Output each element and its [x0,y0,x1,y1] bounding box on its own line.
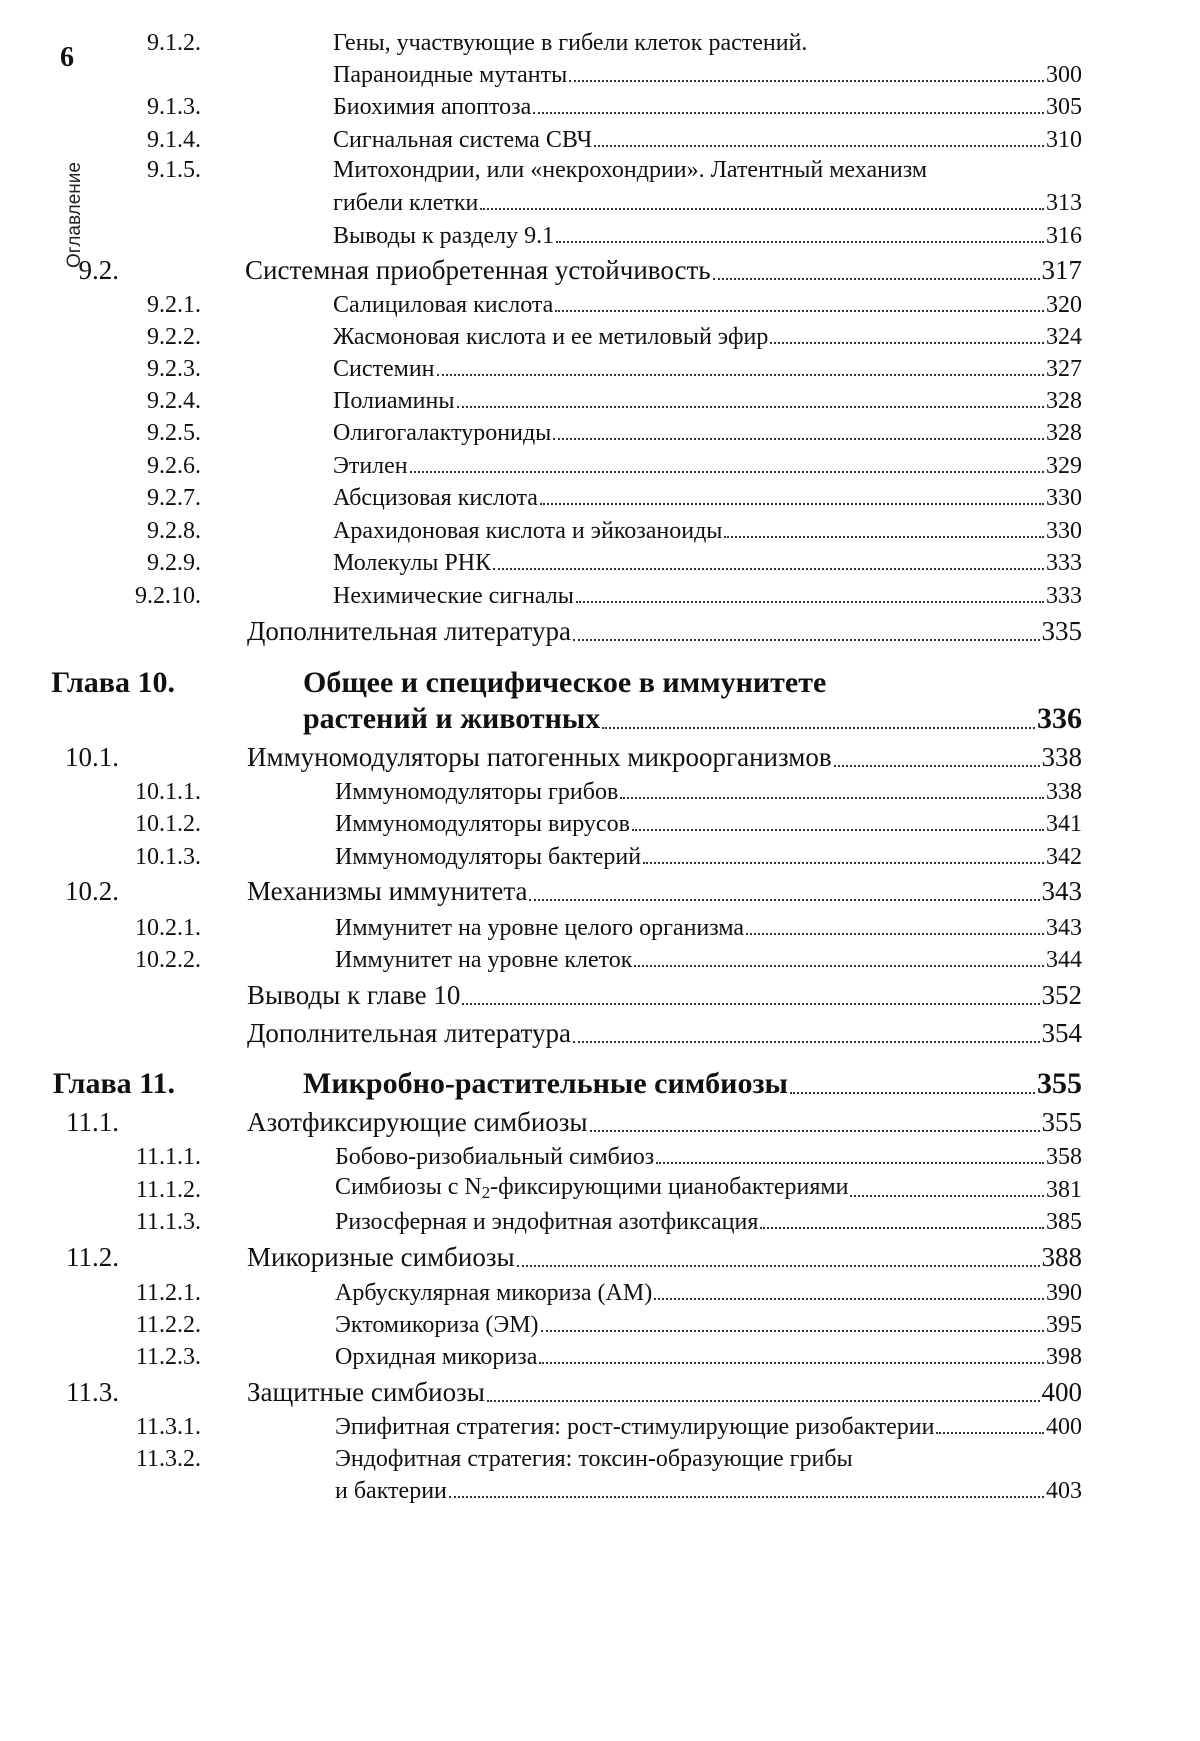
toc-entry-title-subscript: 2 [481,1183,491,1203]
toc-leader-dots [850,1195,1044,1197]
toc-entry-number: 10.1.3. [135,843,201,870]
toc-leader-dots [760,1227,1044,1229]
toc-entry-title: и бактерии [335,1477,447,1504]
toc-entry[interactable] [0,1302,1082,1338]
toc-entry-page: 335 [1041,616,1082,647]
toc-entry-title: Арахидоновая кислота и эйкозаноиды [333,517,723,544]
toc-entry-number: 9.2.5. [147,419,201,446]
toc-entry-page: 330 [1046,484,1082,511]
toc-leader-dots [437,374,1044,376]
toc-entry-title: Бобово-ризобиальный симбиоз [335,1143,655,1170]
toc-entry-page: 320 [1046,291,1082,318]
toc-leader-dots [573,639,1040,641]
toc-entry-title: Жасмоновая кислота и ее метиловый эфир [333,323,769,350]
toc-entry-page: 398 [1046,1343,1082,1370]
toc-entry-title: Механизмы иммунитета [247,876,528,907]
toc-entry-title-line1: Эндофитная стратегия: токсин-образующие грибы [335,1445,853,1472]
toc-entry-title: Биохимия апоптоза [333,93,532,120]
toc-entry-number: 11.2.3. [135,1343,201,1370]
toc-entry-number: 11.2.2. [135,1311,201,1338]
toc-leader-dots [746,933,1044,935]
toc-entry-number: 9.2.2. [147,323,201,350]
toc-leader-dots [556,241,1044,243]
toc-entry-number: 9.1.4. [147,126,201,153]
toc-leader-dots [724,536,1044,538]
toc-entry[interactable] [0,180,1082,216]
toc-entry-title: Иммуномодуляторы бактерий [335,843,642,870]
toc-entry[interactable] [0,1199,1082,1235]
toc-leader-dots [713,278,1040,280]
toc-entry-number: 9.2.10. [135,582,201,609]
toc-entry-page: 388 [1041,1242,1082,1273]
toc-entry-page: 358 [1046,1143,1082,1170]
toc-entry[interactable] [0,410,1082,446]
toc-entry-page: 316 [1046,222,1082,249]
toc-entry-number: 9.2.1. [147,291,201,318]
toc-entry-page: 305 [1046,93,1082,120]
toc-entry-title: Азотфиксирующие симбиозы [247,1107,588,1138]
toc-entry-title: Салициловая кислота [333,291,554,318]
toc-entry-title: Молекулы РНК [333,549,492,576]
toc-entry-title: Параноидные мутанты [333,61,568,88]
toc-entry-page: 324 [1046,323,1082,350]
running-head-text: Оглавление [64,162,85,268]
toc-entry-page: 333 [1046,549,1082,576]
toc-entry[interactable] [0,443,1082,479]
toc-leader-dots [541,1330,1044,1332]
toc-entry-title: Абсцизовая кислота [333,484,538,511]
toc-entry-title: Микоризные симбиозы [247,1242,515,1273]
toc-leader-dots [449,1496,1044,1498]
toc-entry[interactable] [0,871,1082,907]
toc-entry-page: 329 [1046,452,1082,479]
toc-leader-dots [634,965,1044,967]
toc-entry-page: 400 [1041,1377,1082,1408]
toc-entry-number: 11.1. [66,1107,119,1138]
toc-entry[interactable] [0,573,1082,609]
toc-leader-dots [654,1298,1044,1300]
toc-entry-number: 9.1.5. [147,156,201,183]
toc-entry[interactable] [0,540,1082,576]
toc-leader-dots [936,1432,1044,1434]
toc-entry-title: Иммунитет на уровне клеток [335,946,633,973]
toc-leader-dots [487,1400,1040,1402]
toc-entry-title: Ризосферная и эндофитная азотфиксация [335,1208,759,1235]
toc-entry[interactable] [0,213,1082,249]
toc-entry-number: 9.2.6. [147,452,201,479]
toc-entry[interactable] [0,801,1082,837]
toc-entry-page: 344 [1046,946,1082,973]
toc-entry-title: Дополнительная литература [247,1018,571,1049]
toc-leader-dots [540,503,1044,505]
toc-entry-title: Орхидная микориза [335,1343,538,1370]
toc-entry-title: Выводы к главе 10 [247,980,461,1011]
toc-entry-title: гибели клетки [333,189,479,216]
toc-leader-dots [529,899,1039,901]
toc-entry[interactable] [0,1372,1082,1408]
toc-entry-number: 9.2.9. [147,549,201,576]
toc-entry-page: 343 [1046,914,1082,941]
toc-entry-number: 9.2.8. [147,517,201,544]
toc-leader-dots [569,80,1044,82]
toc-entry-number: 11.1.2. [135,1176,201,1203]
toc-entry-page: 381 [1046,1176,1082,1203]
toc-entry-number: 10.2. [65,876,119,907]
toc-entry-page: 330 [1046,517,1082,544]
toc-entry-page: 327 [1046,355,1082,382]
toc-entry-title-part: -фиксирующими цианобактериями [490,1174,849,1201]
toc-entry-page: 385 [1046,1208,1082,1235]
toc-entry-title: Эпифитная стратегия: рост-стимулирующие ризобактерии [335,1413,935,1440]
toc-entry-number: 9.1.3. [147,93,201,120]
toc-entry-page: 400 [1046,1413,1082,1440]
toc-leader-dots [834,765,1040,767]
toc-entry-number: 11.1.1. [135,1143,201,1170]
toc-leader-dots [462,1003,1039,1005]
toc-entry-page: 336 [1037,702,1082,735]
toc-entry-page: 342 [1046,843,1082,870]
toc-leader-dots [576,601,1044,603]
toc-leader-dots [553,438,1044,440]
toc-entry[interactable] [0,84,1082,120]
toc-entry-title: Олигогалактурониды [333,419,552,446]
toc-entry-first-line[interactable] [0,1436,1082,1472]
toc-entry[interactable] [0,282,1082,318]
toc-entry-title: Иммунитет на уровне целого организма [335,914,745,941]
toc-entry[interactable] [0,1270,1082,1306]
toc-entry-page: 355 [1041,1107,1082,1138]
toc-entry[interactable] [0,52,1082,88]
toc-entry-number: 11.1.3. [135,1208,201,1235]
toc-leader-dots [643,862,1044,864]
toc-leader-dots [533,112,1044,114]
toc-entry-title: Иммуномодуляторы грибов [335,778,619,805]
toc-entry-title-line1: Общее и специфическое в иммунитете [303,666,827,699]
toc-entry[interactable] [0,378,1082,414]
toc-entry-title: Сигнальная система СВЧ [333,126,593,153]
toc-entry-page: 333 [1046,582,1082,609]
toc-leader-dots [656,1162,1044,1164]
toc-leader-dots [555,310,1044,312]
toc-leader-dots [573,1041,1040,1043]
toc-entry-title: растений и животных [303,702,601,735]
toc-entry[interactable] [0,975,1082,1011]
page-number: 6 [60,42,74,73]
toc-entry-number: 10.1. [65,742,119,773]
toc-entry-title: Микробно-растительные симбиозы [303,1067,788,1100]
toc-entry-number: 9.2.4. [147,387,201,414]
toc-leader-dots [602,727,1035,729]
toc-leader-dots [590,1130,1040,1132]
toc-entry[interactable] [0,905,1082,941]
toc-entry[interactable] [0,834,1082,870]
toc-entry-page: 317 [1041,255,1082,286]
toc-entry-page: 395 [1046,1311,1082,1338]
toc-entry-page: 403 [1046,1477,1082,1504]
toc-entry-title: Иммуномодуляторы вирусов [335,810,630,837]
toc-entry-title: Системная приобретенная устойчивость [245,255,711,286]
toc-entry-number: 11.2.1. [135,1279,201,1306]
toc-entry-page: 355 [1037,1067,1082,1100]
toc-entry-page: 310 [1046,126,1082,153]
toc-entry[interactable] [0,250,1082,286]
toc-entry-page: 354 [1041,1018,1082,1049]
toc-entry-number: 11.3. [66,1377,119,1408]
toc-entry[interactable] [0,1134,1082,1170]
toc-leader-dots [480,208,1044,210]
toc-entry-title: Защитные симбиозы [247,1377,485,1408]
toc-entry[interactable] [0,346,1082,382]
toc-entry-page: 300 [1046,61,1082,88]
toc-leader-dots [770,342,1044,344]
toc-leader-dots [790,1092,1035,1094]
toc-entry-number: 11.2. [66,1242,119,1273]
toc-leader-dots [410,471,1044,473]
toc-entry-number: 11.3.1. [135,1413,201,1440]
toc-entry[interactable] [0,1468,1082,1504]
toc-entry-page: 341 [1046,810,1082,837]
toc-leader-dots [539,1362,1044,1364]
toc-entry-title: Нехимические сигналы [333,582,574,609]
toc-entry-title: Арбускулярная микориза (АМ) [335,1279,653,1306]
toc-entry-page: 313 [1046,189,1082,216]
toc-leader-dots [457,406,1045,408]
toc-entry-page: 338 [1046,778,1082,805]
toc-entry-number: Глава 10. [51,666,175,699]
toc-entry-number: 9.1.2. [147,29,201,56]
toc-entry-page: 328 [1046,419,1082,446]
toc-entry-title: Системин [333,355,435,382]
toc-entry[interactable] [0,1404,1082,1440]
toc-leader-dots [493,568,1044,570]
toc-entry-number: Глава 11. [52,1067,175,1100]
toc-entry-number: 9.2.7. [147,484,201,511]
toc-entry-number: 9.2.3. [147,355,201,382]
toc-entry[interactable] [0,611,1082,647]
toc-entry-title: Иммуномодуляторы патогенных микроорганизмов [247,742,832,773]
toc-entry-title: Этилен [333,452,408,479]
toc-leader-dots [632,829,1044,831]
toc-entry-title: Выводы к разделу 9.1 [333,222,555,249]
toc-entry[interactable] [0,1102,1082,1138]
toc-entry-title: Дополнительная литература [247,616,571,647]
toc-entry[interactable] [0,475,1082,511]
toc-entry-number: 10.1.2. [135,810,201,837]
toc-entry-page: 352 [1041,980,1082,1011]
toc-entry[interactable] [0,1237,1082,1273]
toc-entry[interactable] [0,937,1082,973]
toc-entry-number: 10.1.1. [135,778,201,805]
toc-entry-number: 11.3.2. [135,1445,201,1472]
toc-entry-title-part: Симбиозы с N [335,1174,482,1201]
toc-entry-title-line1: Митохондрии, или «некрохондрии». Латентный механизм [333,156,928,183]
toc-entry-title: Полиамины [333,387,455,414]
toc-entry[interactable] [0,769,1082,805]
toc-entry-first-line[interactable] [0,663,1082,699]
toc-entry-page: 343 [1041,876,1082,907]
toc-entry-page: 390 [1046,1279,1082,1306]
toc-entry[interactable] [0,1013,1082,1049]
toc-entry[interactable] [0,1334,1082,1370]
toc-entry[interactable] [0,314,1082,350]
toc-entry[interactable] [0,737,1082,773]
toc-entry-page: 328 [1046,387,1082,414]
toc-entry-first-line[interactable] [0,20,1082,56]
toc-entry-number: 10.2.2. [135,946,201,973]
toc-entry-number: 9.2. [78,255,119,286]
toc-entry-number: 10.2.1. [135,914,201,941]
toc-leader-dots [517,1265,1040,1267]
toc-entry[interactable] [0,699,1082,735]
toc-entry[interactable] [0,508,1082,544]
toc-leader-dots [620,797,1044,799]
toc-entry[interactable] [0,1064,1082,1100]
toc-entry-first-line[interactable] [0,147,1082,183]
toc-entry-title: Эктомикориза (ЭМ) [335,1311,539,1338]
toc-entry[interactable] [0,1167,1082,1203]
toc-entry-title-line1: Гены, участвующие в гибели клеток растений. [333,29,808,56]
toc-entry-page: 338 [1041,742,1082,773]
